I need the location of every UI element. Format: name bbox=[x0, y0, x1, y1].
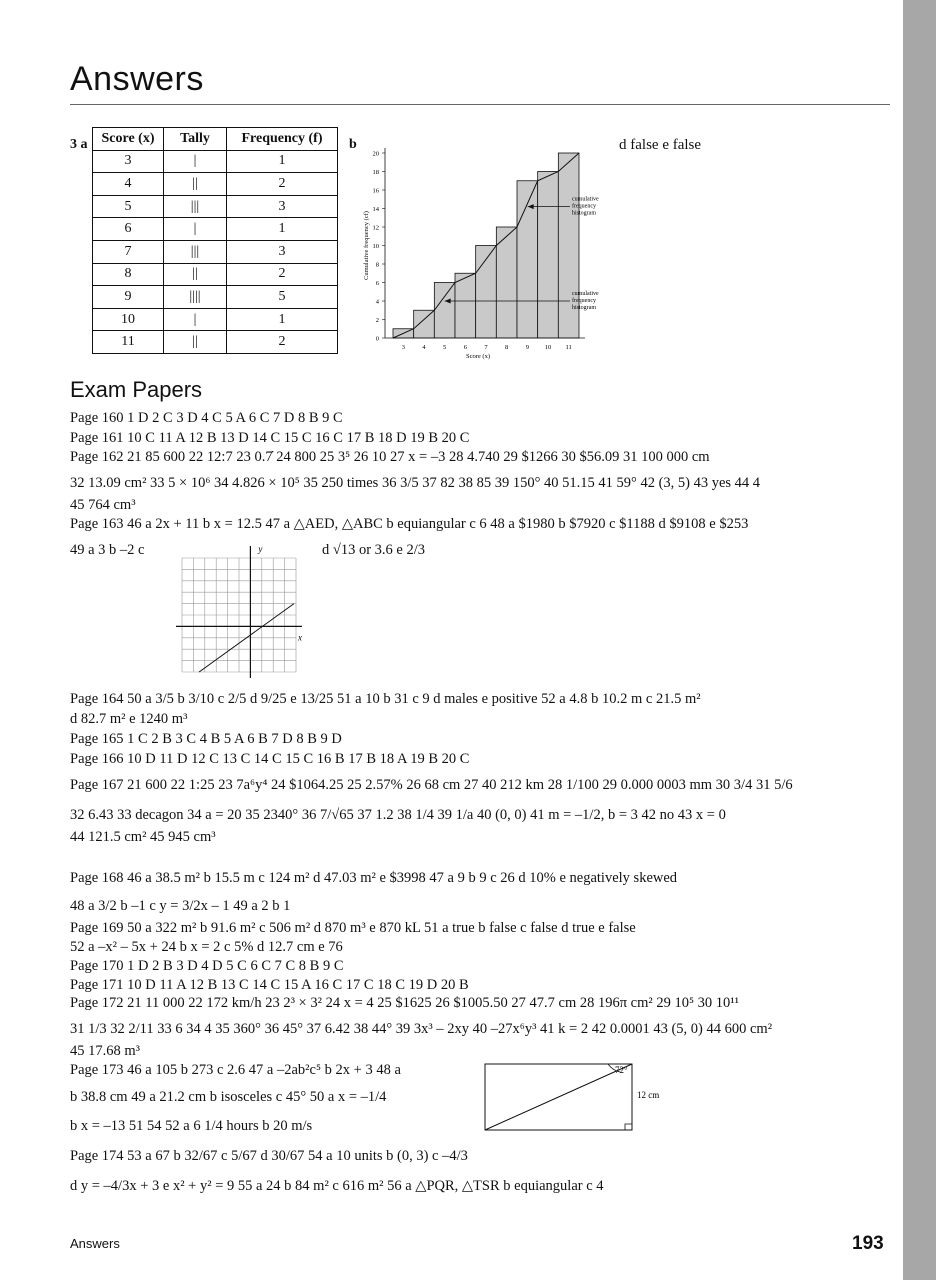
answer-line: 44 121.5 cm² 45 945 cm³ bbox=[70, 829, 216, 845]
annotation-label: cumulative bbox=[572, 196, 599, 203]
frequency-cell: 2 bbox=[227, 331, 338, 354]
page-number: 193 bbox=[852, 1233, 884, 1254]
y-tick-label: 0 bbox=[375, 335, 379, 343]
y-tick-label: 2 bbox=[375, 317, 379, 324]
y-tick-label: 20 bbox=[372, 150, 379, 158]
tally-cell: |||| bbox=[164, 286, 227, 309]
score-cell: 10 bbox=[93, 308, 164, 331]
x-tick-label: 9 bbox=[525, 344, 529, 351]
rectangle-diagonal bbox=[485, 1064, 632, 1130]
answer-line: 32 13.09 cm² 33 5 × 10⁶ 34 4.826 × 10⁵ 35 250 times 36 3/5 37 82 38 85 39 150° 40 51.15 41 59° 42 (3, 5) 43 yes 44 4 bbox=[70, 475, 761, 491]
score-cell: 9 bbox=[93, 286, 164, 309]
answer-line: Page 162 21 85 600 22 12:7 23 0.7̇ 24 800 25 3⁵ 26 10 27 x = –3 28 4.740 29 $1266 30 $56.09 31 100 000 cm bbox=[70, 449, 710, 465]
annotation-label: frequency bbox=[572, 203, 596, 210]
chart-bar bbox=[434, 283, 455, 339]
answer-line: Page 168 46 a 38.5 m² b 15.5 m c 124 m² d 47.03 m² e $3998 47 a 9 b 9 c 26 d 10% e negatively skewed bbox=[70, 870, 678, 886]
frequency-cell: 2 bbox=[227, 173, 338, 196]
chart-bar bbox=[455, 273, 476, 338]
score-cell: 5 bbox=[93, 195, 164, 218]
answer-line: 52 a –x² – 5x + 24 b x = 2 c 5% d 12.7 cm e 76 bbox=[70, 939, 343, 955]
q3a-label: 3 a bbox=[70, 137, 88, 152]
answer-line: 49 a 3 b –2 c bbox=[70, 542, 145, 558]
annotation-label: histogram bbox=[572, 210, 596, 217]
x-tick-label: 11 bbox=[565, 344, 572, 351]
table-row bbox=[93, 263, 338, 286]
table-row bbox=[93, 240, 338, 263]
chart-bar bbox=[496, 227, 517, 338]
y-tick-label: 6 bbox=[375, 280, 379, 287]
score-cell: 11 bbox=[93, 331, 164, 354]
score-cell: 4 bbox=[93, 173, 164, 196]
answer-line: Page 160 1 D 2 C 3 D 4 C 5 A 6 C 7 D 8 B 9 C bbox=[70, 410, 343, 426]
answer-line: 31 1/3 32 2/11 33 6 34 4 35 360° 36 45° 37 6.42 38 44° 39 3x³ – 2xy 40 –27x⁶y³ 41 k = 2 42 0.0001 43 (5, 0) 44 600 cm² bbox=[70, 1021, 773, 1037]
answer-line: Page 161 10 C 11 A 12 B 13 D 14 C 15 C 16 C 17 B 18 D 19 B 20 C bbox=[70, 430, 470, 446]
x-axis-label: Score (x) bbox=[465, 353, 491, 360]
chart-bar bbox=[414, 310, 435, 338]
table-row bbox=[93, 150, 338, 173]
tally-cell: || bbox=[164, 263, 227, 286]
cumulative-frequency-chart bbox=[360, 140, 610, 365]
angle-label: 72° bbox=[615, 1065, 628, 1075]
tally-cell: | bbox=[164, 150, 227, 173]
header-tally: Tally bbox=[164, 128, 227, 151]
y-tick-label: 18 bbox=[372, 169, 379, 176]
chart-bar bbox=[538, 172, 559, 339]
tally-cell: ||| bbox=[164, 195, 227, 218]
tally-cell: | bbox=[164, 308, 227, 331]
frequency-cell: 5 bbox=[227, 286, 338, 309]
table-row bbox=[93, 195, 338, 218]
table-row bbox=[93, 286, 338, 309]
header-frequency: Frequency (f) bbox=[227, 128, 338, 151]
table-row bbox=[93, 308, 338, 331]
answer-line: 48 a 3/2 b –1 c y = 3/2x – 1 49 a 2 b 1 bbox=[70, 898, 291, 914]
answer-line: Page 172 21 11 000 22 172 km/h 23 2³ × 3² 24 x = 4 25 $1625 26 $1005.50 27 47.7 cm 28 196π cm² 29 10⁵ 30 10¹¹ bbox=[70, 995, 739, 1011]
q3b-label: b bbox=[349, 137, 357, 152]
frequency-table bbox=[92, 127, 338, 354]
table-row bbox=[93, 331, 338, 354]
answer-line: Page 167 21 600 22 1:25 23 7a⁶y⁴ 24 $1064.25 25 2.57% 26 68 cm 27 40 212 km 28 1/100 29 0.000 0003 mm 30 3/4 31 5/6 bbox=[70, 777, 793, 793]
answer-line: d y = –4/3x + 3 e x² + y² = 9 55 a 24 b 84 m² c 616 m² 56 a △PQR, △TSR b equiangular c 4 bbox=[70, 1178, 604, 1194]
y-tick-label: 12 bbox=[372, 224, 379, 232]
y-tick-label: 8 bbox=[375, 261, 379, 269]
x-tick-label: 4 bbox=[422, 344, 426, 351]
answer-line: Page 171 10 D 11 A 12 B 13 C 14 C 15 A 16 C 17 C 18 C 19 D 20 B bbox=[70, 977, 469, 993]
table-row bbox=[93, 218, 338, 241]
answer-line: Page 174 53 a 67 b 32/67 c 5/67 d 30/67 54 a 10 units b (0, 3) c –4/3 bbox=[70, 1148, 468, 1164]
annotation-label: histogram bbox=[572, 305, 596, 311]
x-tick-label: 10 bbox=[544, 344, 552, 351]
frequency-cell: 1 bbox=[227, 218, 338, 241]
x-tick-label: 5 bbox=[443, 344, 447, 351]
rectangle-diagram-48a bbox=[470, 1058, 670, 1138]
page-edge-tab bbox=[903, 0, 936, 1280]
answer-line: Page 163 46 a 2x + 11 b x = 12.5 47 a △AED, △ABC b equiangular c 6 48 a $1980 b $7920 c $1188 d $9108 e $253 bbox=[70, 516, 749, 532]
frequency-cell: 3 bbox=[227, 240, 338, 263]
answer-line: Page 166 10 D 11 D 12 C 13 C 14 C 15 C 16 B 17 B 18 A 19 B 20 C bbox=[70, 751, 470, 767]
x-tick-label: 6 bbox=[463, 344, 467, 351]
footer-label: Answers bbox=[70, 1236, 120, 1251]
y-tick-label: 16 bbox=[372, 187, 379, 195]
score-cell: 3 bbox=[93, 150, 164, 173]
answer-line: Page 169 50 a 322 m² b 91.6 m² c 506 m² d 870 m³ e 870 kL 51 a true b false c false d true e false bbox=[70, 920, 636, 936]
annotation-label: frequency bbox=[572, 298, 596, 304]
tally-cell: ||| bbox=[164, 240, 227, 263]
answer-line: 32 6.43 33 decagon 34 a = 20 35 2340° 36 7/√65 37 1.2 38 1/4 39 1/a 40 (0, 0) 41 m = –1/2, b = 3 42 no 43 x = 0 bbox=[70, 807, 726, 823]
y-tick-label: 10 bbox=[372, 243, 379, 250]
answer-line: Page 170 1 D 2 B 3 D 4 D 5 C 6 C 7 C 8 B 9 C bbox=[70, 958, 344, 974]
score-cell: 7 bbox=[93, 240, 164, 263]
frequency-cell: 2 bbox=[227, 263, 338, 286]
answer-graph-49c bbox=[168, 538, 308, 678]
q3d-answer: d false e false bbox=[619, 137, 702, 153]
tally-cell: || bbox=[164, 331, 227, 354]
frequency-cell: 1 bbox=[227, 308, 338, 331]
answer-line: Page 165 1 C 2 B 3 C 4 B 5 A 6 B 7 D 8 B 9 D bbox=[70, 731, 342, 747]
answer-line: 45 17.68 m³ bbox=[70, 1043, 141, 1059]
y-axis-label: Cumulative frequency (cf) bbox=[363, 211, 370, 280]
score-cell: 6 bbox=[93, 218, 164, 241]
page-title: Answers bbox=[70, 60, 204, 98]
y-tick-label: 14 bbox=[372, 206, 379, 213]
answer-line: Page 164 50 a 3/5 b 3/10 c 2/5 d 9/25 e 13/25 51 a 10 b 31 c 9 d males e positive 52 a 4.8 b 10.2 m c 21.5 m² bbox=[70, 691, 701, 707]
score-cell: 8 bbox=[93, 263, 164, 286]
grid-y-label: y bbox=[258, 544, 263, 554]
answer-line: b 38.8 cm 49 a 21.2 cm b isosceles c 45° 50 a x = –1/4 bbox=[70, 1089, 387, 1105]
answer-line: 45 764 cm³ bbox=[70, 497, 136, 513]
section-title-exam-papers: Exam Papers bbox=[70, 377, 203, 402]
answer-line: b x = –13 51 54 52 a 6 1/4 hours b 20 m/s bbox=[70, 1118, 313, 1134]
annotation-label: cumulative bbox=[572, 291, 599, 297]
x-tick-label: 8 bbox=[505, 344, 509, 351]
answer-line: d 82.7 m² e 1240 m³ bbox=[70, 711, 188, 727]
title-rule bbox=[70, 104, 890, 105]
x-tick-label: 3 bbox=[401, 344, 405, 351]
header-score: Score (x) bbox=[93, 128, 164, 151]
right-angle-mark bbox=[625, 1124, 632, 1130]
x-tick-label: 7 bbox=[484, 344, 488, 351]
y-tick-label: 4 bbox=[375, 298, 379, 306]
side-label: 12 cm bbox=[637, 1090, 660, 1100]
table-row bbox=[93, 173, 338, 196]
frequency-cell: 3 bbox=[227, 195, 338, 218]
frequency-cell: 1 bbox=[227, 150, 338, 173]
grid-x-label: x bbox=[298, 632, 302, 643]
answer-line: d √13 or 3.6 e 2/3 bbox=[322, 542, 426, 558]
answer-line: Page 173 46 a 105 b 273 c 2.6 47 a –2ab²c⁵ b 2x + 3 48 a bbox=[70, 1062, 401, 1078]
tally-cell: || bbox=[164, 173, 227, 196]
tally-cell: | bbox=[164, 218, 227, 241]
